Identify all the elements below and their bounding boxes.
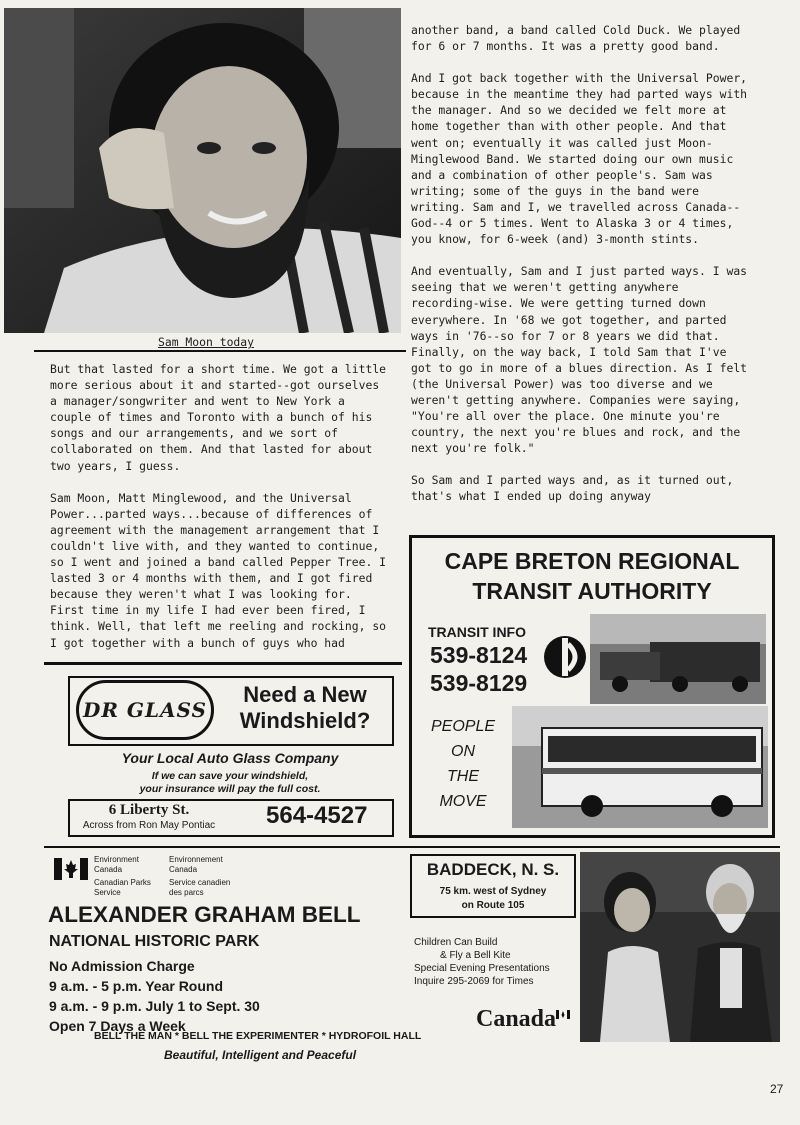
service-label-en (94, 878, 151, 898)
dr-glass-ad (44, 666, 402, 842)
service-text: Service (94, 888, 121, 897)
park-location: BADDECK, N. S. (426, 860, 560, 879)
activity-line: & Fly a Bell Kite (440, 950, 511, 961)
transit-slogan-word: PEOPLE (430, 718, 496, 735)
dr-glass-tagline: Your Local Auto Glass Company (121, 750, 339, 766)
right-paragraph: another band, a band called Cold Duck. We played for 6 or 7 months. It was a pretty good band. (411, 23, 741, 54)
transit-ad (409, 535, 775, 838)
park-tagline: Beautiful, Intelligent and Peaceful (164, 1048, 357, 1062)
left-article-column (50, 361, 390, 651)
park-subtitle: NATIONAL HISTORIC PARK (49, 933, 260, 950)
park-activities (414, 936, 550, 988)
left-paragraph: Sam Moon, Matt Minglewood, and the Universal Power...parted ways...because of differences of agreement with the management arrangement that I couldn't live with, and they wanted to continue, so I went and joined a band called Pepper Tree. I lasted 3 or 4 months with them, and I got fired because they weren't what I was looking for. First time in my life I had ever been fired, I think. Well, that left me reeling and rocking, so I got together with a bunch of guys who had (50, 490, 387, 650)
left-column-bottom-rule (44, 662, 402, 665)
dr-glass-subline: If we can save your windshield, (151, 770, 309, 782)
dr-glass-logo (76, 680, 214, 740)
dr-glass-logo-text: DR GLASS (82, 698, 208, 722)
park-title: ALEXANDER GRAHAM BELL (48, 902, 361, 927)
parks-ad-top-rule (44, 846, 780, 848)
dr-glass-headline: Need a New Windshield? (239, 682, 371, 733)
dept-text: Environnement (169, 855, 223, 864)
park-exhibits: BELL THE MAN * BELL THE EXPERIMENTER * HYDROFOIL HALL (94, 1030, 422, 1042)
park-hours-line: Open 7 Days a Week (49, 1018, 186, 1034)
transit-title: TRANSIT AUTHORITY (472, 578, 712, 604)
park-hours (49, 956, 260, 1036)
park-distance: on Route 105 (461, 900, 525, 911)
page-number: 27 (770, 1082, 784, 1096)
service-text: Service canadien (169, 878, 231, 887)
service-text: Canadian Parks (94, 878, 151, 887)
right-paragraph: And I got back together with the Universal Power, because in the meantime they had parted ways with the manager. And so we decided we felt more at home together than with other people. And that went on; eventually it was called just Moon-Minglewood Band. We started doing our own music and a combination of other people's. Sam was writing; some of the guys in the band were writing. Sam and I, we travelled across Canada--God--4 or 5 times. Went to Alaska 3 or 4 times, you know, for 6-week (and) 3-month stints. (411, 71, 748, 247)
caption-rule (34, 350, 406, 352)
transit-slogan-word: THE (447, 768, 479, 785)
sam-moon-photo (4, 8, 401, 333)
transit-info-label: TRANSIT INFO (428, 624, 526, 640)
dept-text: Canada (94, 865, 123, 874)
transit-logo-icon (542, 634, 588, 680)
park-hours-line: 9 a.m. - 5 p.m. Year Round (49, 978, 224, 994)
dr-glass-subline: your insurance will pay the full cost. (139, 783, 321, 795)
activity-line: Special Evening Presentations (414, 963, 550, 974)
park-distance: 75 km. west of Sydney (439, 886, 547, 897)
right-article-column (411, 22, 751, 505)
parks-ad (44, 850, 780, 1075)
vintage-bus-photo (590, 614, 766, 704)
dept-label-fr (169, 855, 223, 875)
dr-glass-address-note: Across from Ron May Pontiac (82, 820, 216, 831)
transit-phone: 539-8124 (430, 642, 528, 668)
portrait-illustration (4, 8, 401, 333)
dept-text: Canada (169, 865, 198, 874)
transit-title: CAPE BRETON REGIONAL (444, 548, 740, 574)
modern-bus-photo (512, 706, 768, 828)
location-box (410, 854, 576, 918)
activity-line: Inquire 295-2069 for Times (414, 976, 534, 987)
left-paragraph: But that lasted for a short time. We got a little more serious about it and started--got ourselves a manager/songwriter and went to New York a couple of times and Toronto with a bunch of his songs and our arrangements, and we sort of collaborated on them. And that lasted for about two years, I guess. (50, 362, 387, 473)
transit-slogan (418, 714, 508, 814)
park-hours-line: 9 a.m. - 9 p.m. July 1 to Sept. 30 (49, 998, 260, 1014)
dept-text: Environment (94, 855, 139, 864)
service-label-fr (169, 878, 230, 898)
maple-leaf-flag-icon (54, 858, 88, 880)
transit-phone: 539-8129 (430, 670, 528, 696)
dr-glass-address: 6 Liberty St. (108, 802, 190, 818)
transit-slogan-word: ON (451, 743, 475, 760)
dept-label-en (94, 855, 139, 875)
dr-glass-phone: 564-4527 (266, 802, 368, 829)
transit-slogan-word: MOVE (439, 793, 487, 810)
park-hours-line: No Admission Charge (49, 958, 195, 974)
wordmark-flag-icon (556, 1010, 570, 1019)
couple-photo (580, 852, 780, 1042)
photo-caption: Sam Moon today (158, 335, 255, 349)
right-paragraph: So Sam and I parted ways and, as it turned out, that's what I ended up doing anyway (411, 473, 734, 504)
canada-wordmark: Canada (476, 1006, 557, 1032)
activity-line: Children Can Build (414, 937, 498, 948)
service-text: des parcs (169, 888, 204, 897)
right-paragraph: And eventually, Sam and I just parted ways. I was seeing that we weren't getting anywhere recording-wise. We were getting turned down everywhere. In '68 we got together, and parted ways in '76--so for 7 or 8 years we did that. Finally, on the way back, I told Sam that I've got to go in more of a blues direction. As I felt (the Universal Power) was too diverse and we weren't getting anywhere. Companies were saying, "You're all over the place. One minute you're country, the next you're blues and rock, and the next you're folk." (411, 264, 748, 456)
